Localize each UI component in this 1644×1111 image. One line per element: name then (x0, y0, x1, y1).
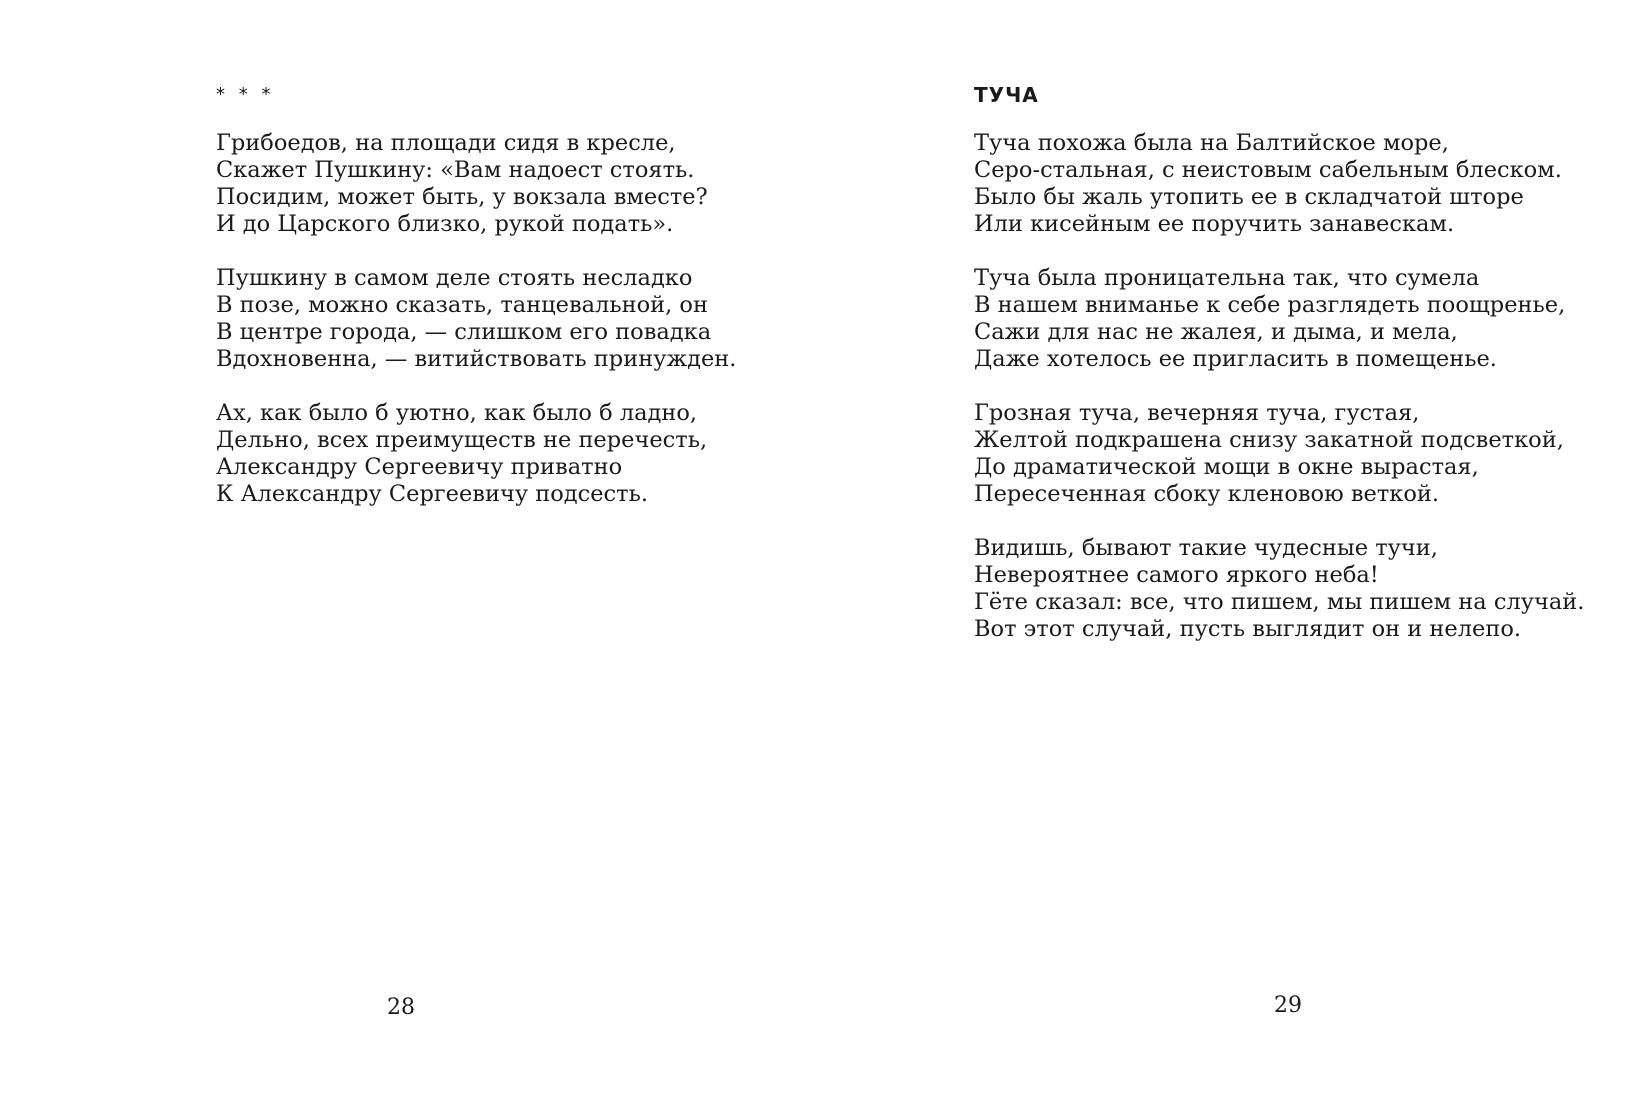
poem-line: Гёте сказал: все, что пишем, мы пишем на случай. (974, 589, 1585, 615)
stanza (216, 265, 796, 373)
poem-line: Пересеченная сбоку кленовою веткой. (974, 481, 1440, 507)
stanza (974, 400, 1614, 508)
poem-line: Туча была проницательна так, что сумела (974, 265, 1480, 291)
stanza (974, 265, 1614, 373)
poem-line: Посидим, может быть, у вокзала вместе? (216, 184, 708, 210)
poem-line: Туча похожа была на Балтийское море, (974, 130, 1449, 156)
poem-line: Сажи для нас не жалея, и дыма, и мела, (974, 319, 1458, 345)
poem-line: Вот этот случай, пусть выглядит он и нелепо. (974, 616, 1522, 642)
stanza (974, 130, 1614, 238)
stanza (974, 535, 1614, 643)
poem-untitled (216, 78, 796, 535)
poem-line: В нашем вниманье к себе разглядеть поощренье, (974, 292, 1566, 318)
poem-line: В центре города, — слишком его повадка (216, 319, 712, 345)
poem-line: Вдохновенна, — витийствовать принужден. (216, 346, 737, 372)
poem-line: И до Царского близко, рукой подать». (216, 211, 674, 237)
poem-line: Скажет Пушкину: «Вам надоест стоять. (216, 157, 695, 183)
poem-line: До драматической мощи в окне вырастая, (974, 454, 1479, 480)
poem-line: Александру Сергеевичу приватно (216, 454, 623, 480)
poem-tucha (974, 78, 1614, 670)
page-number-right: 29 (1274, 993, 1302, 1018)
poem-line: Даже хотелось ее пригласить в помещенье. (974, 346, 1497, 372)
poem-line: Видишь, бывают такие чудесные тучи, (974, 535, 1438, 561)
poem-title: ТУЧА (974, 83, 1039, 107)
poem-line: Невероятнее самого яркого неба! (974, 562, 1379, 588)
right-page (822, 0, 1644, 1111)
poem-line: К Александру Сергеевичу подсесть. (216, 481, 648, 507)
poem-line: Пушкину в самом деле стоять несладко (216, 265, 693, 291)
poem-line: Серо-стальная, с неистовым сабельным блеском. (974, 157, 1562, 183)
poem-line: Дельно, всех преимуществ не перечесть, (216, 427, 708, 453)
poem-line: Ах, как было б уютно, как было б ладно, (216, 400, 698, 426)
stanza (216, 130, 796, 238)
poem-line: В позе, можно сказать, танцевальной, он (216, 292, 708, 318)
poem-line: Было бы жаль утопить ее в складчатой шторе (974, 184, 1524, 210)
page-number-left: 28 (387, 995, 415, 1020)
poem-line: Желтой подкрашена снизу закатной подсветкой, (974, 427, 1564, 453)
poem-line: Или кисейным ее поручить занавескам. (974, 211, 1455, 237)
poem-line: Грозная туча, вечерняя туча, густая, (974, 400, 1420, 426)
stanza (216, 400, 796, 508)
poem-line: Грибоедов, на площади сидя в кресле, (216, 130, 676, 156)
poem-title-asterisks: * * * (216, 84, 275, 105)
